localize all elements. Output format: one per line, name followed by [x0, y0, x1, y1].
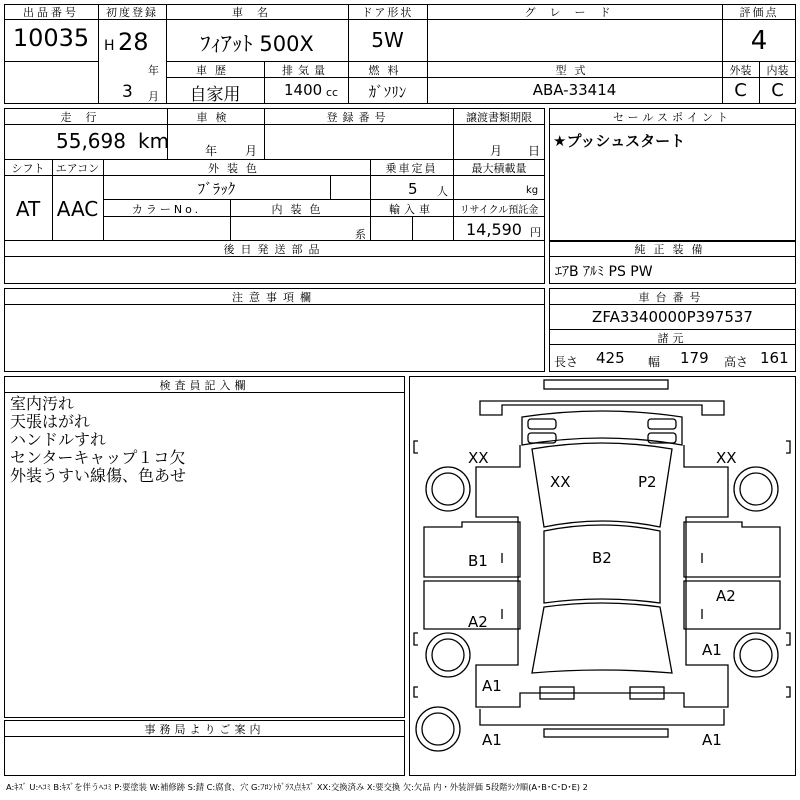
inspector-note: 室内汚れ — [10, 394, 75, 413]
inspector-note: 天張はがれ — [10, 412, 91, 431]
damage-mark: A2 — [468, 613, 488, 631]
first-reg-month: 3 — [122, 82, 133, 102]
inspector-notes — [10, 395, 186, 485]
interior-grade: C — [771, 80, 784, 101]
damage-mark: A2 — [716, 587, 736, 605]
color-no-label: カラーNo. — [131, 203, 202, 216]
car-name: ﾌｨｱｯﾄ 500X — [200, 32, 314, 56]
damage-mark: XX — [468, 449, 489, 467]
model-value: ABA-33414 — [532, 81, 617, 99]
score-value: 4 — [750, 26, 768, 56]
sales-point-text: ★プッシュスタート — [553, 132, 686, 150]
inspector-label: 検査員記入欄 — [159, 379, 250, 392]
max-load-unit: kg — [526, 185, 539, 196]
shift-value: AT — [15, 197, 41, 221]
sales-point-label: セールスポイント — [612, 111, 732, 124]
damage-mark: A1 — [702, 731, 722, 749]
inspection-year-unit: 年 — [205, 144, 218, 158]
damage-mark: XX — [716, 449, 737, 467]
history-label: 車歴 — [196, 64, 234, 77]
notes-label: 注意事項欄 — [232, 291, 317, 304]
length-value: 425 — [596, 349, 625, 367]
damage-mark: A1 — [702, 641, 722, 659]
damage-mark: A1 — [482, 731, 502, 749]
exterior-label: 外装 — [729, 64, 752, 77]
first-reg-label: 初度登録 — [106, 6, 158, 19]
capacity-value: 5 — [408, 180, 418, 198]
ac-label: エアコン — [55, 162, 100, 175]
inspection-label: 車検 — [196, 111, 235, 124]
width-value: 179 — [680, 349, 709, 367]
capacity-label: 乗車定員 — [385, 162, 438, 175]
damage-mark: A1 — [482, 677, 502, 695]
mileage-unit: km — [138, 129, 170, 153]
length-label: 長さ — [554, 355, 579, 369]
reg-no-label: 登録番号 — [326, 111, 391, 124]
car-name-label: 車名 — [232, 6, 282, 19]
chassis-number: ZFA3340000P397537 — [592, 308, 753, 326]
month-unit: 月 — [148, 90, 159, 103]
mileage-label: 走行 — [60, 111, 111, 124]
ext-color-value: ﾌﾞﾗｯｸ — [197, 180, 236, 198]
damage-legend: A:ｷｽﾞ U:ﾍｺﾐ B:ｷｽﾞを伴うﾍｺﾐ P:要塗装 W:補修跡 S:錆 C:腐食、穴 G:ﾌﾛﾝﾄｶﾞﾗｽ点ｷｽﾞ XX:交換済み X:要交換 欠:欠品 内・外装評価 5段階ﾗﾝｸ順(A･B･C･D･E) 2 — [6, 782, 588, 792]
car-diagram — [409, 376, 796, 776]
exterior-grade: C — [734, 80, 747, 101]
displacement-unit: cc — [326, 86, 339, 99]
door-label: ドア形状 — [361, 6, 414, 19]
transfer-month-unit: 月 — [490, 144, 503, 158]
recycle-unit: 円 — [530, 226, 541, 239]
year-unit: 年 — [148, 64, 159, 77]
height-value: 161 — [760, 349, 789, 367]
width-label: 幅 — [648, 355, 661, 369]
ac-value: AAC — [56, 197, 99, 221]
int-color-unit: 系 — [355, 228, 366, 241]
fuel-label: 燃料 — [368, 64, 407, 77]
era: H — [104, 38, 115, 54]
interior-label: 内装 — [766, 64, 789, 77]
recycle-label: リサイクル預託金 — [459, 205, 539, 216]
transfer-day-unit: 日 — [528, 144, 541, 158]
inspector-note: センターキャップ１コ欠 — [10, 448, 186, 467]
chassis-label: 車台番号 — [638, 291, 707, 304]
capacity-unit: 人 — [437, 185, 448, 198]
office-label: 事務局よりご案内 — [144, 723, 265, 736]
lot-number: 10035 — [12, 24, 90, 52]
import-label: 輸入車 — [389, 203, 434, 216]
model-label: 型式 — [555, 64, 594, 77]
mileage-value: 55,698 — [56, 129, 126, 153]
history-value: 自家用 — [189, 85, 241, 105]
door-type: 5W — [371, 28, 404, 52]
int-color-label: 内装色 — [271, 203, 329, 216]
lot-label: 出品番号 — [23, 6, 79, 19]
max-load-label: 最大積載量 — [471, 162, 527, 175]
ext-color-label: 外装色 — [208, 162, 265, 175]
fuel-value: ｶﾞｿﾘﾝ — [368, 83, 407, 101]
sales-point-box — [549, 108, 796, 241]
damage-mark: B2 — [592, 549, 612, 567]
damage-mark: P2 — [638, 473, 657, 491]
car-outline-drawing — [410, 377, 795, 775]
displacement-value: 1400 — [284, 81, 323, 99]
height-label: 高さ — [724, 355, 749, 369]
inspection-month-unit: 月 — [245, 144, 258, 158]
dims-label: 諸元 — [657, 332, 688, 345]
grade-label: グレード — [524, 6, 625, 19]
later-parts-label: 後日発送部品 — [223, 243, 326, 256]
shift-label: シフト — [11, 162, 45, 175]
damage-mark: XX — [550, 473, 571, 491]
equipment-label: 純正装備 — [634, 243, 711, 256]
equipment-text: ｴｱB ｱﾙﾐ PS PW — [555, 264, 653, 280]
inspector-note: 外装うすい線傷、色あせ — [10, 466, 187, 485]
recycle-value: 14,590 — [466, 220, 522, 239]
first-reg-year: 28 — [118, 28, 149, 56]
transfer-label: 譲渡書類期限 — [466, 111, 532, 124]
damage-mark: B1 — [468, 552, 488, 570]
score-label: 評価点 — [739, 6, 779, 19]
displacement-label: 排気量 — [282, 64, 330, 77]
inspector-note: ハンドルすれ — [10, 430, 107, 449]
